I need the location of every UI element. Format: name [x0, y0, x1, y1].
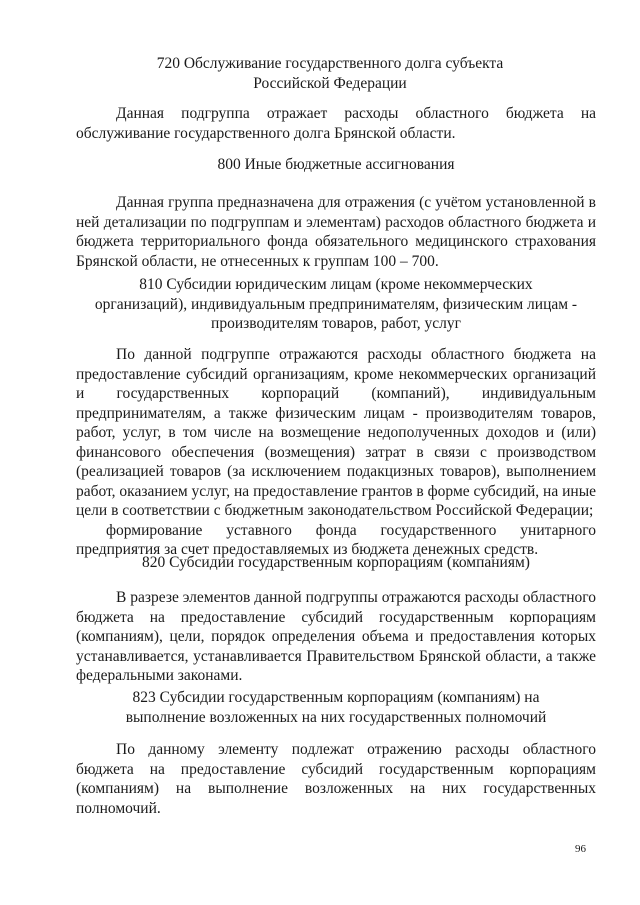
section-heading: 810 Субсидии юридическим лицам (кроме некоммерческих организаций), индивидуальным предпринимателям, физическим лицам - производителям товаров, работ, услуг: [94, 276, 578, 332]
section-823: [100, 688, 572, 727]
paragraph: По данной подгруппе отражаются расходы областного бюджета на предоставление субсидий организациям, кроме некоммерческих организаций и государственных корпораций (компаний), индивидуальным предпринимателям, а также физическим лицам - производителям товаров, работ, услуг, в том числе на возмещение недополученных доходов и (или) финансового обеспечения (возмещения) затрат в связи с производством (реализацией товаров (за исключением подакцизных товаров), выполнением работ, оказанием услуг, на предоставление грантов в форме субсидий, на иные цели в соответствии с бюджетным законодательством Российской Федерации;: [76, 346, 596, 519]
paragraph: Данная группа предназначена для отражения (с учётом установленной в ней детализации по подгруппам и элементам) расходов областного бюджета и бюджета территориального фонда обязательного медицинского страхования Брянской области, не отнесенных к группам 100 – 700.: [76, 194, 596, 270]
section-820: [76, 553, 596, 573]
paragraph: По данному элементу подлежат отражению расходы областного бюджета на предоставление субсидий государственным корпорациям (компаниям) на выполнение возложенных на них государственных полномочий.: [76, 741, 596, 817]
section-823-body: [76, 740, 596, 818]
section-heading: 800 Иные бюджетные ассигнования: [217, 156, 455, 173]
page-number: 96: [575, 843, 586, 855]
section-820-body: [76, 588, 596, 686]
section-800: [76, 155, 596, 175]
section-720-body: [76, 104, 596, 143]
section-heading: 820 Субсидии государственным корпорациям (компаниям): [142, 554, 530, 571]
paragraph: В разрезе элементов данной подгруппы отражаются расходы областного бюджета на предоставление субсидий государственным корпорациям (компаниям), цели, порядок определения объема и предоставления которых устанавливается, устанавливается Правительством Брянской области, а также федеральными законами.: [76, 589, 596, 684]
section-heading: 823 Субсидии государственным корпорациям (компаниям) на выполнение возложенных на них государственных полномочий: [125, 689, 547, 726]
section-800-body: [76, 193, 596, 271]
section-810: [92, 275, 580, 334]
section-810-body: [76, 345, 596, 560]
paragraph: Данная подгруппа отражает расходы областного бюджета на обслуживание государственного долга Брянской области.: [76, 105, 596, 142]
section-heading: 720 Обслуживание государственного долга субъекта Российской Федерации: [156, 55, 504, 92]
paragraph: формирование уставного фонда государственного унитарного предприятия за счет предоставляемых из бюджета денежных средств.: [76, 521, 596, 558]
section-720: [150, 54, 510, 93]
